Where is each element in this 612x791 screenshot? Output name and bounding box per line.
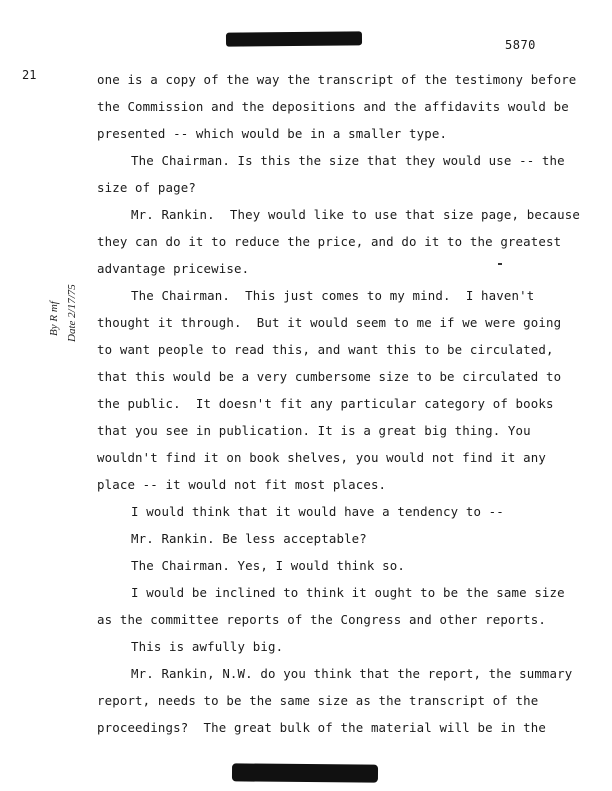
transcript-line: that you see in publication. It is a great big thing. You — [97, 423, 531, 438]
stamp-by-line — [48, 301, 60, 336]
transcript-line: report, needs to be the same size as the transcript of the — [97, 693, 539, 708]
transcript-line: The Chairman. Is this the size that they would use -- the — [131, 153, 565, 168]
transcript-line: Mr. Rankin. They would like to use that size page, because — [131, 207, 580, 222]
transcript-line: they can do it to reduce the price, and do it to the greatest — [97, 234, 562, 249]
stamp-initials: R mf — [48, 301, 60, 322]
transcript-line: proceedings? The great bulk of the material will be in the — [97, 720, 546, 735]
transcript-line: I would think that it would have a tendency to -- — [131, 504, 504, 519]
transcript-line: I would be inclined to think it ought to be the same size — [131, 585, 565, 600]
page-number: 5870 — [505, 38, 536, 52]
transcript-line: The Chairman. This just comes to my mind. I haven't — [131, 288, 535, 303]
transcript-line: the public. It doesn't fit any particular category of books — [97, 396, 554, 411]
transcript-line: the Commission and the depositions and the affidavits would be — [97, 99, 569, 114]
transcript-line: presented -- which would be in a smaller type. — [97, 126, 448, 141]
transcript-line: that this would be a very cumbersome size to be circulated to — [97, 369, 562, 384]
transcript-line: The Chairman. Yes, I would think so. — [131, 558, 405, 573]
transcript-line: Mr. Rankin, N.W. do you think that the report, the summary — [131, 666, 573, 681]
margin-line-number: 21 — [22, 68, 37, 82]
transcript-line: as the committee reports of the Congress and other reports. — [97, 612, 546, 627]
transcript-line: thought it through. But it would seem to me if we were going — [97, 315, 562, 330]
transcript-line: Mr. Rankin. Be less acceptable? — [131, 531, 367, 546]
stamp-date-line — [66, 284, 78, 342]
declassification-stamp — [42, 236, 82, 346]
stamp-date-value: 2/17/75 — [66, 284, 78, 318]
transcript-line: size of page? — [97, 180, 196, 195]
redaction-bar-bottom — [232, 763, 378, 782]
transcript-body — [97, 66, 580, 741]
transcript-line: advantage pricewise. — [97, 261, 250, 276]
stamp-by-label: By — [48, 324, 60, 336]
stamp-date-label: Date — [66, 320, 78, 342]
transcript-line: to want people to read this, and want this to be circulated, — [97, 342, 554, 357]
transcript-line: place -- it would not fit most places. — [97, 477, 387, 492]
transcript-line: This is awfully big. — [131, 639, 284, 654]
transcript-line: wouldn't find it on book shelves, you would not find it any — [97, 450, 546, 465]
redaction-bar-top — [226, 31, 362, 46]
transcript-line: one is a copy of the way the transcript of the testimony before — [97, 72, 577, 87]
